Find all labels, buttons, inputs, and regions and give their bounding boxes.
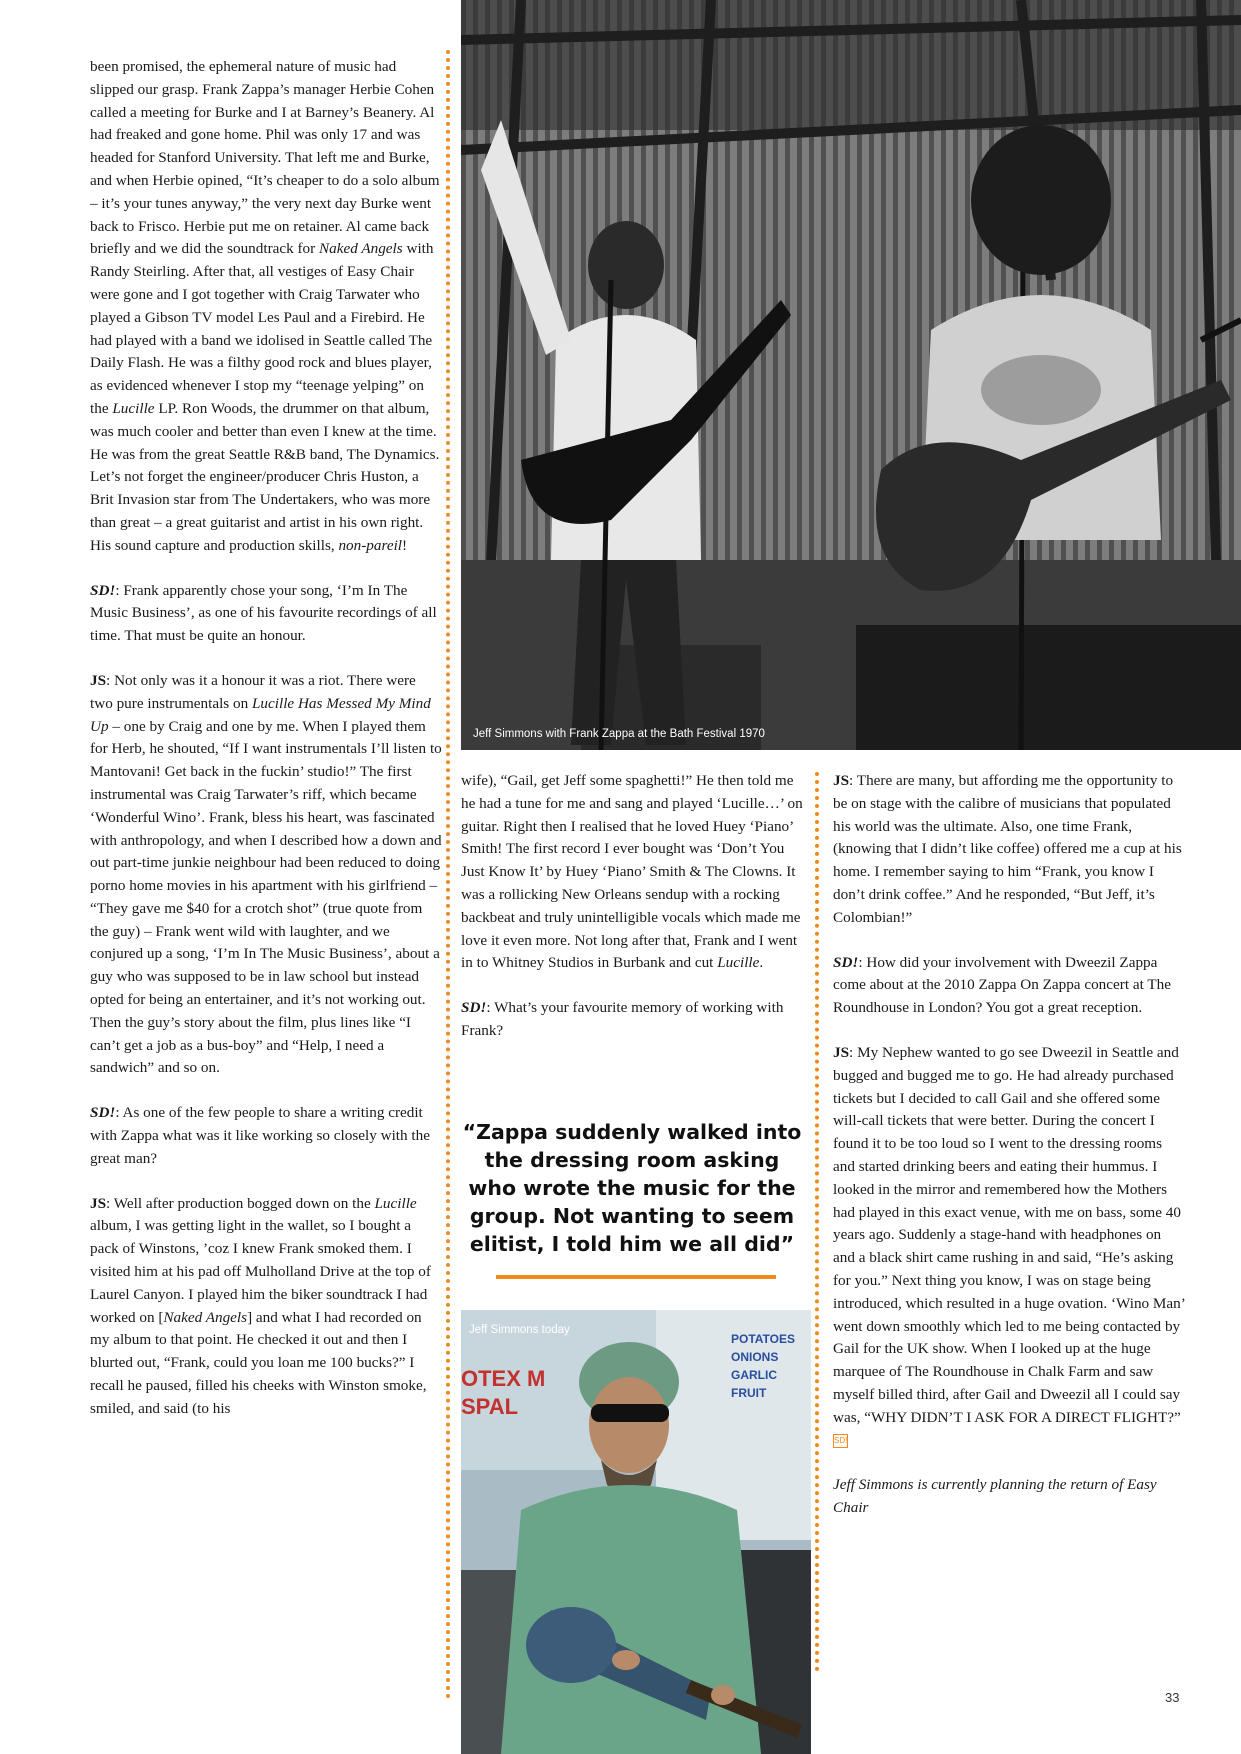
question: SD!: As one of the few people to share a writing credit with Zappa what was it like working so closely with the great man? (90, 1104, 430, 1167)
column-divider-dots (815, 772, 819, 1672)
concert-photo-illustration (461, 0, 1241, 750)
end-of-article-mark: SD! (833, 1434, 848, 1448)
answer: JS: There are many, but affording me the opportunity to be on stage with the calibre of musicians that populated his world was the ultimate. Also, one time Frank, (knowing that I didn’t like coffee) offered me a cup at his home. I remember saying to him “Frank, you know I don’t drink coffee.” And he responded, “But Jeff, it’s Colombian!” (833, 772, 1182, 926)
shop-sign-line: FRUIT (731, 1386, 767, 1400)
answer: JS: Well after production bogged down on the Lucille album, I was getting light in the wallet, so I bought a pack of Winstons, ’coz I knew Frank smoked them. I visited him at his pad off Mulholland Drive at the top of Laurel Canyon. I played him the biker soundtrack I had worked on [Naked Angels] and what I had recorded on my album to that point. He checked it out and then I blurted out, “Frank, could you loan me 100 bucks?” I recall he paused, filled his cheeks with Winston smoke, smiled, and said (to his (90, 1194, 431, 1417)
article-column-1 (90, 56, 442, 1443)
shop-sign-red (461, 1365, 545, 1421)
shop-sign (731, 1330, 795, 1402)
portrait-photo (461, 1310, 811, 1754)
question: SD!: What’s your favourite memory of working with Frank? (461, 999, 784, 1039)
pull-quote: “Zappa suddenly walked into the dressing room asking who wrote the music for the group. Not wanting to seem elitist, I told him we all did” (462, 1120, 802, 1256)
page-number: 33 (1165, 1690, 1180, 1705)
article-column-3 (833, 770, 1185, 1542)
column-divider-dots (446, 50, 450, 1700)
shop-sign-line: SPAL (461, 1394, 519, 1419)
article-column-2 (461, 770, 803, 1065)
author-note: Jeff Simmons is currently planning the return of Easy Chair (833, 1476, 1157, 1517)
question: SD!: How did your involvement with Dweezil Zappa come about at the 2010 Zappa On Zappa concert at The Roundhouse in London? You got a great reception. (833, 953, 1171, 1017)
shop-sign-line: POTATOES (731, 1332, 796, 1346)
concert-photo (461, 0, 1241, 750)
shop-sign-line: GARLIC (731, 1368, 777, 1382)
paragraph: wife), “Gail, get Jeff some spaghetti!” He then told me he had a tune for me and sang and played ‘Lucille…’ on guitar. Right then I realised that he loved Huey ‘Piano’ Smith! The first record I ever bought was ‘Don’t You Just Know It’ by Huey ‘Piano’ Smith & The Clowns. It was a rollicking New Orleans sendup with a rocking backbeat and truly unintelligible vocals which made me love it even more. Not long after that, Frank and I went in to Whitney Studios in Burbank and cut Lucille. (461, 772, 803, 972)
shop-sign-line: OTEX M (461, 1366, 546, 1391)
answer: JS: Not only was it a honour it was a riot. There were two pure instrumentals on Lucille Has Messed My Mind Up – one by Craig and one by me. When I played them for Herb, he shouted, “If I want instrumentals I’ll listen to Mantovani! Get back in the fuckin’ studio!” The first instrumental was Craig Tarwater’s riff, which became ‘Wonderful Wino’. Frank, bless his heart, was fascinated with anthropology, and when I described how a down and out part-time junkie neighbour had been reduced to doing porno home movies in his apartment with his girlfriend – “They gave me $40 for a crotch shot” (true quote from the guy) – Frank went wild with laughter, and we conjured up a song, ‘I’m In The Music Business’, about a guy who was supposed to be in law school but instead opted for being an entertainer, and it’s not working out. Then the guy’s story about the film, plus lines like “I can’t get a job as a bus-boy” and “Help, I need a sandwich” and so on. (90, 671, 442, 1077)
question: SD!: Frank apparently chose your song, ‘I’m In The Music Business’, as one of his favourite recordings of all time. That must be quite an honour. (90, 581, 437, 645)
paragraph: been promised, the ephemeral nature of music had slipped our grasp. Frank Zappa’s manager Herbie Cohen called a meeting for Burke and I at Barney’s Beanery. Al had freaked and gone home. Phil was only 17 and was headed for Stanford University. That left me and Burke, and when Herbie opined, “It’s cheaper to do a solo album – it’s your tunes anyway,” the very next day Burke went back to Frisco. Herbie put me on retainer. Al came back briefly and we did the soundtrack for Naked Angels with Randy Steirling. After that, all vestiges of Easy Chair were gone and I got together with Craig Tarwater who played a Gibson TV model Les Paul and a Firebird. He had played with a band we idolised in Seattle called The Daily Flash. He was a filthy good rock and blues player, as evidenced whenever I stop my “teenage yelping” on the Lucille LP. Ron Woods, the drummer on that album, was much cooler and better than even I knew at the time. He was from the great Seattle R&B band, The Dynamics. Let’s not forget the engineer/producer Chris Huston, a Brit Invasion star from The Undertakers, who was more than great – a great guitarist and artist in his own right. His sound capture and production skills, non-pareil! (90, 58, 440, 554)
pull-quote-rule (496, 1275, 776, 1279)
shop-sign-line: ONIONS (731, 1350, 779, 1364)
photo-caption: Jeff Simmons today (469, 1324, 570, 1336)
photo-caption: Jeff Simmons with Frank Zappa at the Bath Festival 1970 (473, 728, 765, 740)
answer: JS: My Nephew wanted to go see Dweezil in Seattle and bugged and bugged me to go. He had already purchased tickets but I decided to call Gail and she offered some will-call tickets that were better. During the concert I found it to be too loud so I went to the dressing rooms and started drinking beers and eating their hummus. I looked in the mirror and remembered how the Mothers had played in this exact venue, with me on bass, some 40 years ago. Suddenly a stage-hand with headphones on and a black shirt came rushing in and said, “He’s asking for you.” Next thing you know, I was on stage being introduced, which resulted in a huge ovation. ‘Wino Man’ went down smoothly which led to me being contacted by Gail for the UK show. When I looked up at the huge marquee of The Roundhouse in Chalk Farm and saw myself billed third, after Gail and Dweezil all I could say was, “WHY DIDN’T I ASK FOR A DIRECT FLIGHT?” SD! (833, 1042, 1185, 1452)
